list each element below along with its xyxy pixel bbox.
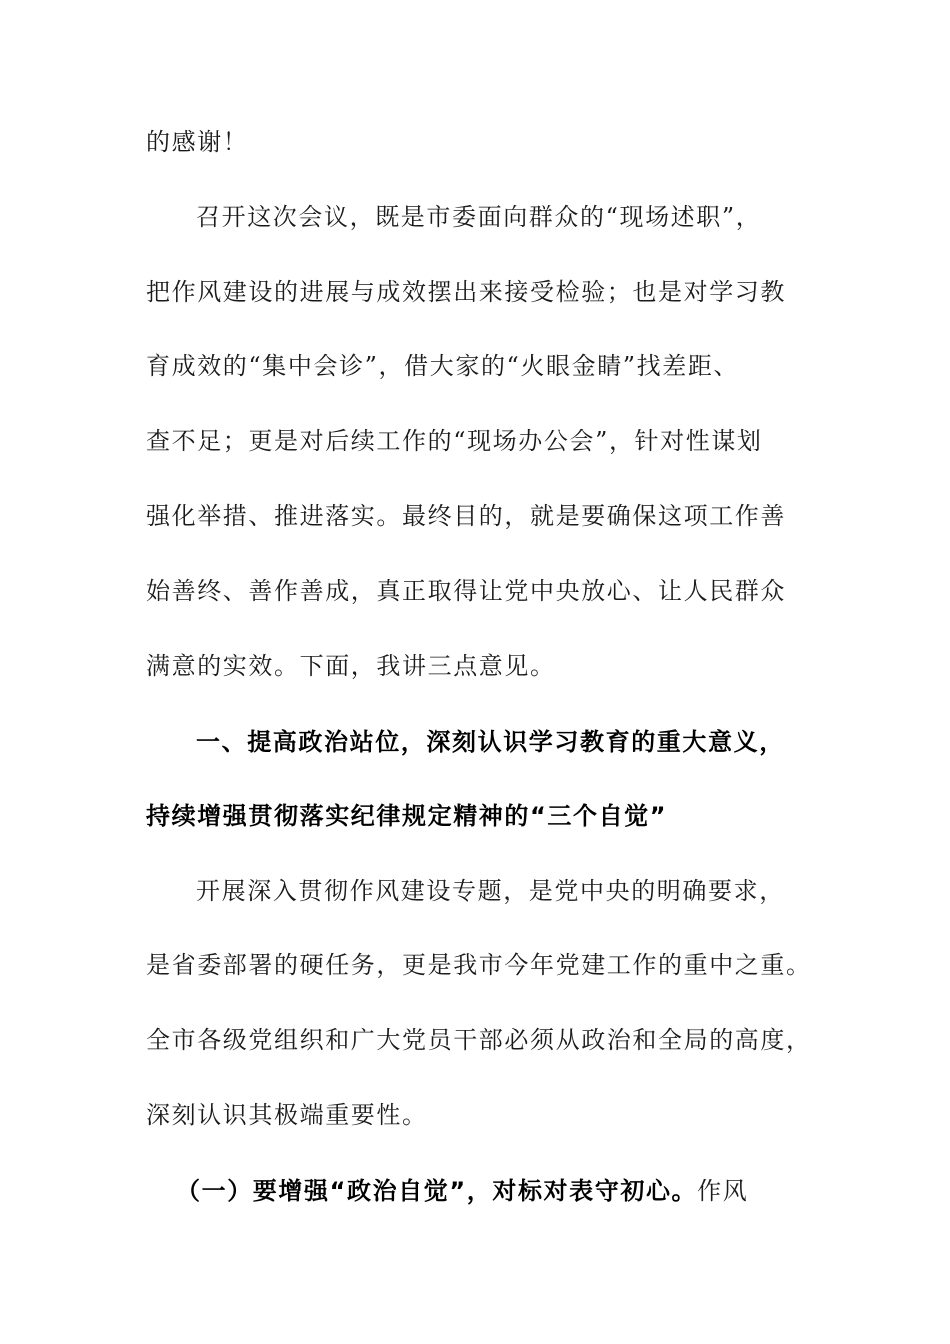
paragraph-line: 育成效的“集中会诊”，借大家的“火眼金睛”找差距、 (146, 352, 740, 380)
paragraph-line: 深刻认识其极端重要性。 (146, 1101, 428, 1129)
paragraph-line: 满意的实效。下面，我讲三点意见。 (146, 652, 556, 680)
paragraph-line: 开展深入贯彻作风建设专题，是党中央的明确要求， (196, 877, 785, 905)
section-heading-line: 一、提高政治站位，深刻认识学习教育的重大意义， (196, 728, 785, 756)
sub-heading-tail: 作风 (697, 1177, 749, 1205)
paragraph-line: 把作风建设的进展与成效摆出来接受检验；也是对学习教 (146, 278, 786, 306)
paragraph-line: 强化举措、推进落实。最终目的，就是要确保这项工作善 (146, 502, 786, 530)
section-heading-line: 持续增强贯彻落实纪律规定精神的“三个自觉” (146, 802, 668, 830)
paragraph-line: 全市各级党组织和广大党员干部必须从政治和全局的高度， (146, 1026, 812, 1054)
paragraph-line: 的感谢！ (146, 128, 249, 156)
sub-heading: （一）要增强“政治自觉”，对标对表守初心。 (176, 1177, 698, 1205)
sub-heading-line (176, 1175, 748, 1207)
paragraph-line: 是省委部署的硬任务，更是我市今年党建工作的重中之重。 (146, 951, 812, 979)
paragraph-line: 召开这次会议，既是市委面向群众的“现场述职”， (196, 203, 762, 231)
paragraph-line: 始善终、善作善成，真正取得让党中央放心、让人民群众 (146, 577, 786, 605)
paragraph-line: 查不足；更是对后续工作的“现场办公会”，针对性谋划 (146, 427, 763, 455)
